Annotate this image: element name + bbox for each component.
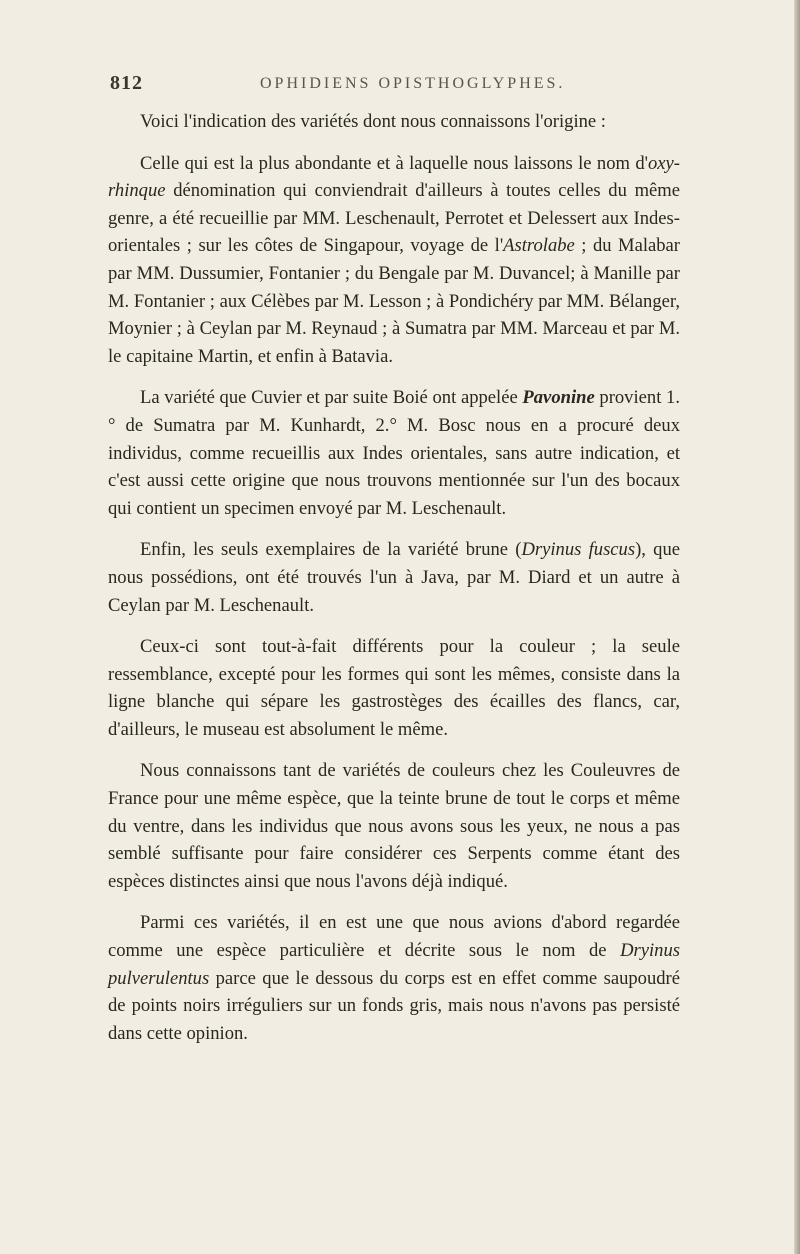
page-number: 812 xyxy=(110,72,143,94)
body-text xyxy=(108,108,680,1061)
ship-name: Astrolabe xyxy=(503,235,575,257)
variety-name: Pavonine xyxy=(522,387,595,409)
taxon-name: Dryinus fuscus xyxy=(521,539,636,561)
paragraph-oxyrhinque: Celle qui est la plus abondante et à laquelle nous laissons le nom d'oxy-rhinque dénomination qui conviendrait d'ailleurs à toutes celles du même genre, a été recueillie par MM. Leschenault, Perrotet et Delessert aux Indes-orientales ; sur les côtes de Singapour, voyage de l'Astrolabe ; du Malabar par MM. Dussumier, Fontanier ; du Bengale par M. Duvancel; à Manille par M. Fontanier ; aux Célèbes par M. Lesson ; à Pondichéry par MM. Bélanger, Moynier ; à Ceylan par M. Reynaud ; à Sumatra par MM. Marceau et par M. le capitaine Martin, et enfin à Batavia. xyxy=(108,152,680,367)
paragraph-pavonine: La variété que Cuvier et par suite Boié ont appelée Pavonine provient 1.° de Sumatra par M. Kunhardt, 2.° M. Bosc nous en a procuré deux individus, comme recueillis aux Indes orientales, sans autre indication, et c'est aussi cette origine que nous trouvons mentionnée sur l'un des bocaux qui contient un specimen envoyé par M. Leschenault. xyxy=(108,387,680,519)
page-header xyxy=(110,72,710,100)
page-edge-shadow xyxy=(794,0,800,1254)
paragraph-couleurs: Nous connaissons tant de variétés de couleurs chez les Couleuvres de France pour une même espèce, que la teinte brune de tout le corps et même du ventre, dans les individus que nous avons sous les yeux, ne nous a pas semblé suffisante pour faire considérer ces Serpents comme étant des espèces distinctes ainsi que nous l'avons déjà indiqué. xyxy=(108,760,680,892)
paragraph-brune: Enfin, les seuls exemplaires de la variété brune (Dryinus fuscus), que nous possédions, ont été trouvés l'un à Java, par M. Diard et un autre à Ceylan par M. Leschenault. xyxy=(108,539,681,616)
running-head: OPHIDIENS OPISTHOGLYPHES. xyxy=(260,75,566,92)
paragraph-ressemblance: Ceux-ci sont tout-à-fait différents pour la couleur ; la seule ressemblance, excepté pour les formes qui sont les mêmes, consiste dans la ligne blanche qui sépare les gastrostèges des écailles des flancs, car, d'ailleurs, le museau est absolument le même. xyxy=(108,636,680,740)
taxon-name: Dryinus pulverulentus xyxy=(108,940,680,989)
paragraph-intro: Voici l'indication des variétés dont nous connaissons l'origine : xyxy=(140,111,606,132)
taxon-name: oxy-rhinque xyxy=(108,152,680,202)
paragraph-pulverulentus: Parmi ces variétés, il en est une que nous avions d'abord regardée comme une espèce particulière et décrite sous le nom de Dryinus pulverulentus parce que le dessous du corps est en effet comme saupoudré de points noirs irréguliers sur un fonds gris, mais nous n'avons pas persisté dans cette opinion. xyxy=(108,912,680,1044)
